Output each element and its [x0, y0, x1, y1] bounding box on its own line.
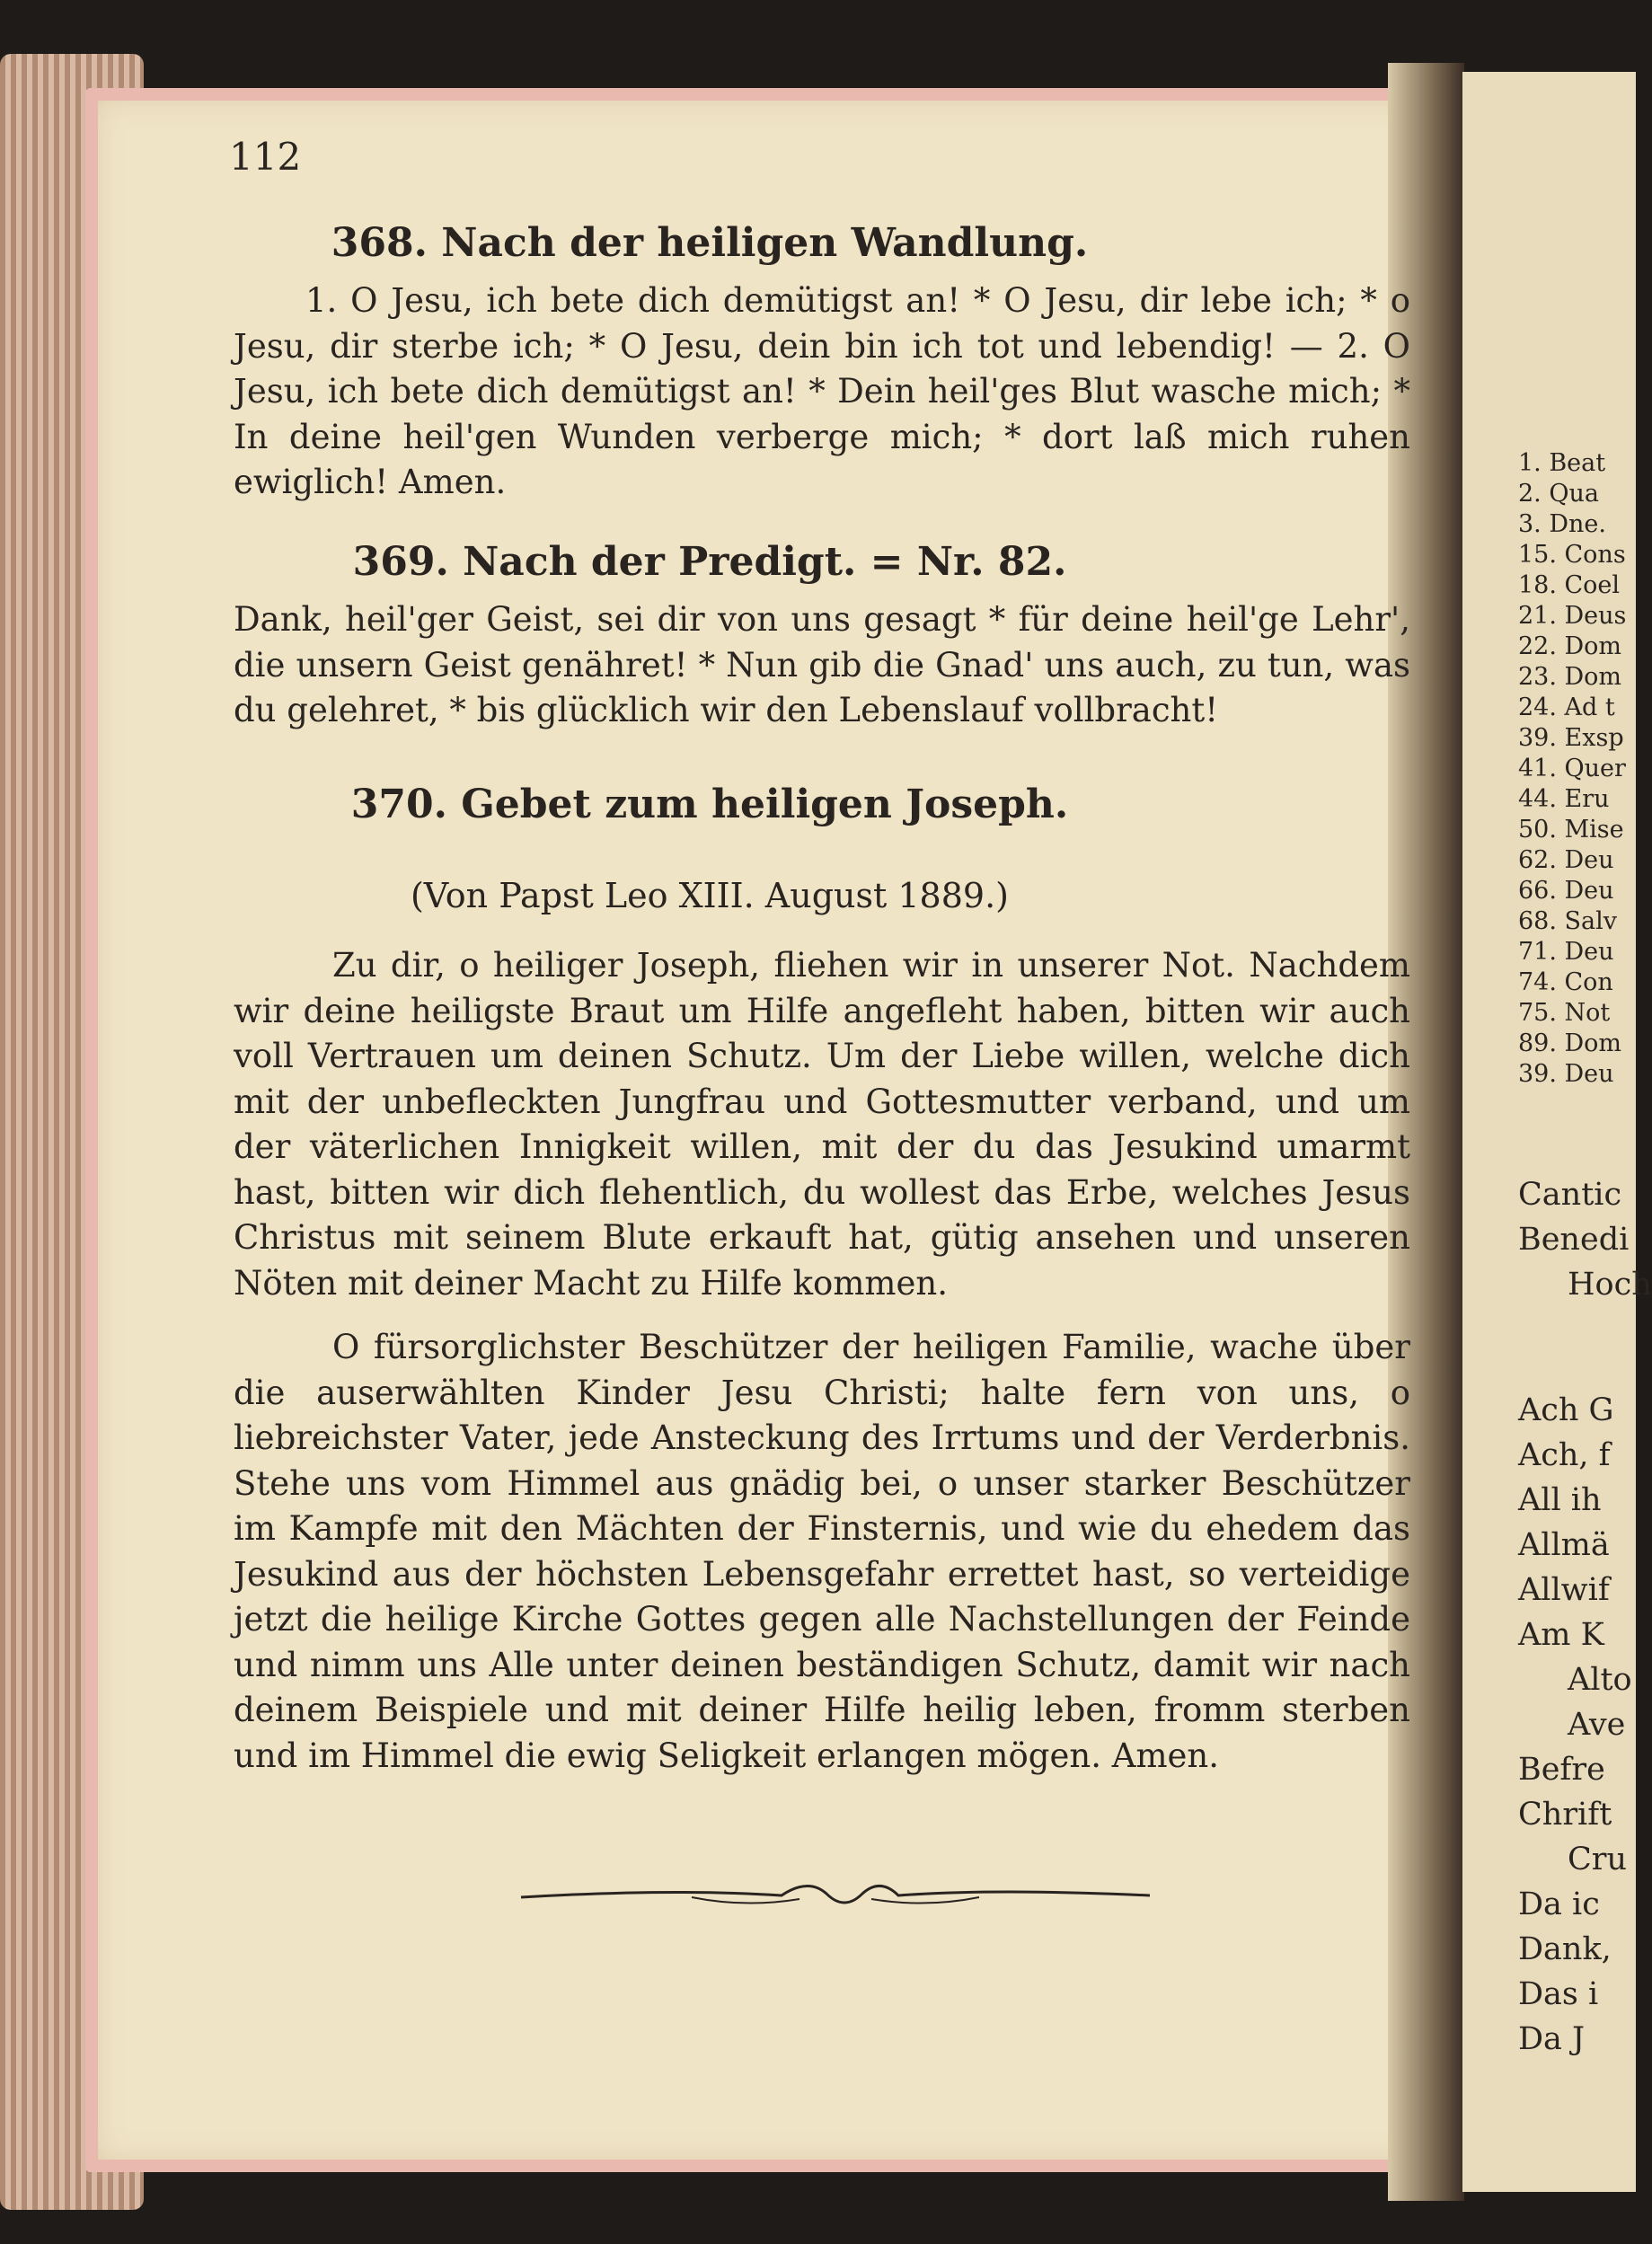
- index-line: 23. Dom: [1518, 663, 1622, 691]
- index-line: 89. Dom: [1518, 1029, 1622, 1057]
- right-page-line: Alto: [1568, 1662, 1632, 1698]
- right-page-line: Befre: [1518, 1752, 1605, 1788]
- index-line: 2. Qua: [1518, 480, 1599, 508]
- right-page-line: All ih: [1518, 1482, 1602, 1518]
- index-line: 18. Coel: [1518, 571, 1621, 599]
- index-line: 39. Deu: [1518, 1060, 1614, 1088]
- section-370-paragraph-2: O fürsorglichster Beschützer der heiligen Familie, wache über die auserwählten Kinder Jesu Christi; halte fern von uns, o liebreichster Vater, jede Ansteckung des Irrtums und der Verderbnis. Stehe uns vom Himmel aus gnädig bei, o unser starker Beschützer im Kampfe mit den Mächten der Finsternis, und wie du ehedem das Jesukind aus der höchsten Lebensgefahr errettet hast, so verteidige jetzt die heilige Kirche Gottes gegen alle Nachstellungen der Feinde und nimm uns Alle unter deinen beständigen Schutz, damit wir nach deinem Beispiele und mit deiner Hilfe heilig leben, fromm sterben und im Himmel die ewig Seligkeit erlangen mögen. Amen.: [234, 1328, 1410, 1775]
- right-page-line: Ave: [1568, 1707, 1626, 1743]
- right-page-line: Cru: [1568, 1842, 1628, 1877]
- index-line: 75. Not: [1518, 999, 1611, 1027]
- index-line: 62. Deu: [1518, 846, 1614, 874]
- section-368-text: 1. O Jesu, ich bete dich demütigst an! * O Jesu, dir lebe ich; * o Jesu, dir sterbe ich; * O Jesu, dein bin ich tot und lebendig! — 2. O Jesu, ich bete dich demütigst an! * Dein heil'ges Blut wasche mich; * In deine heil'gen Wunden verberge mich; * dort laß mich ruhen ewiglich! Amen.: [234, 281, 1410, 501]
- right-page-line: Allmä: [1518, 1527, 1610, 1563]
- index-line: 68. Salv: [1518, 907, 1618, 935]
- right-page-line: Dank,: [1518, 1931, 1612, 1967]
- right-page-line: Das i: [1518, 1976, 1599, 2012]
- index-line: 74. Con: [1518, 968, 1613, 996]
- index-line: 50. Mise: [1518, 816, 1624, 844]
- right-page-line: Chrift: [1518, 1797, 1612, 1833]
- section-370-paragraph-1: Zu dir, o heiliger Joseph, fliehen wir in unserer Not. Nachdem wir deine heiligste Braut um Hilfe angefleht haben, bitten wir auch voll Vertrauen um deinen Schutz. Um der Liebe willen, welche dich mit der unbefleckten Jungfrau und Gottesmutter verband, und um der väterlichen Innigkeit willen, mit der du das Jesukind umarmt hast, bitten wir dich flehentlich, du wollest das Erbe, welches Jesus Christus mit seinem Blute erkauft hat, gütig ansehen und unseren Nöten mit deiner Macht zu Hilfe kommen.: [234, 946, 1410, 1303]
- right-page-line: Ach G: [1518, 1392, 1614, 1428]
- right-page-line: Am K: [1518, 1617, 1604, 1653]
- index-line: 44. Eru: [1518, 785, 1610, 813]
- right-page-line: Hoch: [1568, 1267, 1652, 1303]
- section-369-heading: 369. Nach der Predigt. = Nr. 82.: [352, 539, 1067, 585]
- right-page-line: Da J: [1518, 2021, 1586, 2057]
- page-number: 112: [229, 135, 302, 179]
- section-369-text: Dank, heil'ger Geist, sei dir von uns gesagt * für deine heil'ge Lehr', die unsern Geist genähret! * Nun gib die Gnad' uns auch, zu tun, was du gelehret, * bis glücklich wir den Lebenslauf vollbracht!: [234, 600, 1410, 729]
- right-page-line: Benedi: [1518, 1222, 1630, 1258]
- right-page-line: Ach, f: [1518, 1437, 1611, 1473]
- right-page-line: Da ic: [1518, 1886, 1600, 1922]
- index-line: 39. Exsp: [1518, 724, 1624, 752]
- index-line: 22. Dom: [1518, 632, 1622, 660]
- section-370-subheading: (Von Papst Leo XIII. August 1889.): [410, 876, 1009, 915]
- right-page-line: Allwif: [1518, 1572, 1610, 1608]
- index-line: 66. Deu: [1518, 877, 1614, 905]
- section-368-heading: 368. Nach der heiligen Wandlung.: [331, 220, 1089, 266]
- index-line: 3. Dne.: [1518, 510, 1606, 538]
- index-line: 71. Deu: [1518, 938, 1614, 966]
- ornament-divider-icon: [512, 1869, 1159, 1922]
- index-line: 24. Ad t: [1518, 694, 1615, 721]
- index-line: 41. Quer: [1518, 755, 1626, 782]
- section-370-heading: 370. Gebet zum heiligen Joseph.: [350, 782, 1069, 827]
- index-line: 1. Beat: [1518, 449, 1606, 477]
- index-line: 21. Deus: [1518, 602, 1627, 630]
- index-line: 15. Cons: [1518, 541, 1626, 569]
- right-page-line: Cantic: [1518, 1177, 1622, 1213]
